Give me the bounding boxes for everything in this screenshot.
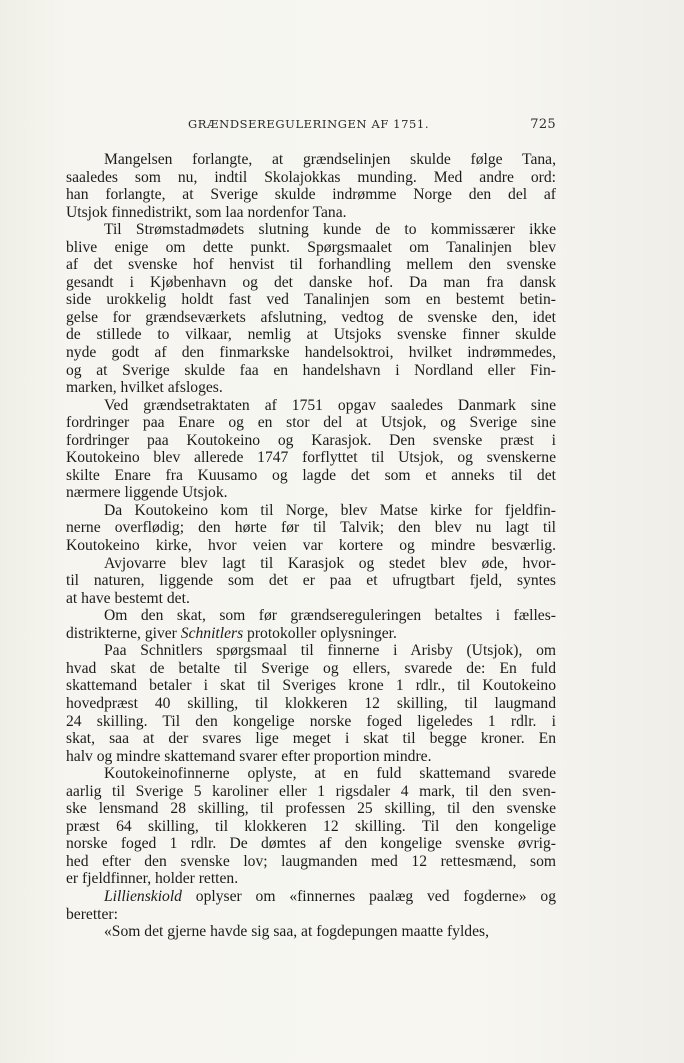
text-line: hovedpræst 40 skilling, til klokkeren 12 skilling, til laugmand: [66, 694, 556, 712]
italic-name: Lillienskiold: [104, 887, 182, 905]
text-line: saaledes som nu, indtil Skolajokkas munding. Med andre ord:: [66, 168, 556, 186]
body-text: [66, 151, 556, 941]
text-line: gelse for grændseværkets afslutning, vedtog de svenske den, idet: [66, 308, 556, 326]
text-line: 24 skilling. Til den kongelige norske foged ligeledes 1 rdlr. i: [66, 712, 556, 730]
text-line: skattemand betaler i skat til Sveriges krone 1 rdlr., til Koutokeino: [66, 677, 556, 695]
text-line: de stillede to vilkaar, nemlig at Utsjoks svenske finner skulde: [66, 326, 556, 344]
text-line: han forlangte, at Sverige skulde indrømme Norge den del af: [66, 186, 556, 204]
text-line: Koutokeinofinnerne oplyste, at en fuld skattemand svarede: [104, 765, 556, 783]
text-line: at have bestemt det.: [66, 589, 190, 607]
text-line-italic-name: distrikterne, giver Schnitlers protokoller oplysninger.: [66, 624, 397, 642]
text-line: Koutokeino blev allerede 1747 forflyttet til Utsjok, og svenskerne: [66, 449, 556, 467]
text-line: «Som det gjerne havde sig saa, at fogdepungen maatte fyldes,: [104, 923, 489, 941]
text-line: Paa Schnitlers spørgsmaal til finnerne i Arisby (Utsjok), om: [104, 642, 556, 660]
text-line: side urokkelig holdt fast ved Tanalinjen som en bestemt betin-: [66, 291, 556, 309]
text-line: hed efter den svenske lov; laugmanden med 12 rettesmænd, som: [66, 852, 556, 870]
page-number: 725: [530, 117, 556, 132]
text-line: præst 64 skilling, til klokkeren 12 skilling. Til den kongelige: [66, 817, 556, 835]
text-line: aarlig til Sverige 5 karoliner eller 1 rigsdaler 4 mark, til den sven-: [66, 782, 556, 800]
text-line: af det svenske hof henvist til forhandling mellem den svenske: [66, 256, 556, 274]
text-line: marken, hvilket afsloges.: [66, 379, 223, 397]
text-line: nyde godt af den finmarkske handelsoktroi, hvilket indrømmedes,: [66, 344, 556, 362]
text-line: og at Sverige skulde faa en handelshavn i Nordland eller Fin-: [66, 361, 556, 379]
text-line: Mangelsen forlangte, at grændselinjen skulde følge Tana,: [104, 151, 556, 168]
text-line: halv og mindre skattemand svarer efter proportion mindre.: [66, 747, 432, 765]
text-line: norske foged 1 rdlr. De dømtes af den kongelige svenske øvrig-: [66, 835, 556, 853]
running-head: [66, 117, 556, 137]
text-line: gesandt i Kjøbenhavn og det danske hof. Da man fra dansk: [66, 273, 556, 291]
text-line: ske lensmand 28 skilling, til professen 25 skilling, til den svenske: [66, 800, 556, 818]
text-line: blive enige om dette punkt. Spørgsmaalet om Tanalinjen blev: [66, 238, 556, 256]
text-line: er fjeldfinner, holder retten.: [66, 870, 239, 888]
text-line: Utsjok finnedistrikt, som laa nordenfor Tana.: [66, 203, 347, 221]
running-head-title: GRÆNDSEREGULERINGEN AF 1751.: [188, 117, 430, 131]
text-line: nærmere liggende Utsjok.: [66, 484, 228, 502]
text-line: Avjovarre blev lagt til Karasjok og stedet blev øde, hvor-: [104, 554, 556, 572]
italic-name: Schnitlers: [180, 624, 244, 642]
text-line: beretter:: [66, 905, 118, 923]
text-line: Ved grændsetraktaten af 1751 opgav saaledes Danmark sine: [104, 396, 556, 414]
text-line: skilte Enare fra Kuusamo og lagde det som et anneks til det: [66, 466, 556, 484]
text-line: hvad skat de betalte til Sverige og ellers, svarede de: En fuld: [66, 659, 556, 677]
text-line: Da Koutokeino kom til Norge, blev Matse kirke for fjeldfin-: [104, 501, 556, 519]
text-line: Om den skat, som før grændsereguleringen betaltes i fælles-: [104, 607, 556, 625]
text-line: nerne overflødig; den hørte før til Talvik; den blev nu lagt til: [66, 519, 556, 537]
text-line: fordringer paa Koutokeino og Karasjok. Den svenske præst i: [66, 431, 556, 449]
text-line: skat, saa at der svares lige meget i skat til begge kroner. En: [66, 730, 556, 748]
text-line: Til Strømstadmødets slutning kunde de to kommissærer ikke: [104, 221, 556, 239]
text-line: fordringer paa Enare og en stor del at Utsjok, og Sverige sine: [66, 414, 556, 432]
text-line-italic-name: Lillienskiold oplyser om «finnernes paalæg ved fogderne» og: [104, 887, 556, 905]
text-line: til naturen, liggende som det er paa et ufrugtbart fjeld, syntes: [66, 572, 556, 590]
text-line: Koutokeino kirke, hvor veien var kortere og mindre besværlig.: [66, 537, 556, 555]
